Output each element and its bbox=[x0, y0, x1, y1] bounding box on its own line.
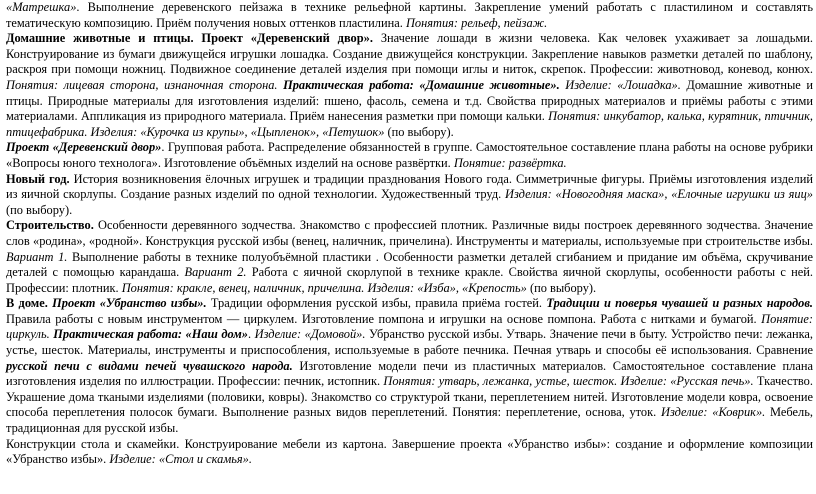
building-concepts: Понятия: кракле, венец, наличник, причелина. Изделия: «Изба», «Крепость» bbox=[121, 280, 527, 295]
building-text: Особенности деревянного зодчества. Знакомство с профессией плотник. Различные виды построек деревянного зодчества. Значение слов «родина», «родной». Конструкция русской избы (венец, наличник, причелина). Инструменты и материалы, используемые при строительстве избы. bbox=[6, 218, 813, 248]
home-item-domovoy: Изделие: «Домовой». bbox=[254, 327, 366, 342]
animals-text: Значение лошади в жизни человека. Как человек ухаживает за лошадьми. Конструирование из бумаги движущейся игрушки лошадка. Создание движущейся конструкции. Закрепление навыков разметки деталей по шаблону, раскроя при помощи ножниц. Подвижное соединение деталей изделия при помощи иглы и ниток, скрепок. Профессии: животновод, коневод, конюх. bbox=[6, 31, 813, 77]
paragraph-furniture bbox=[6, 437, 813, 468]
home-item-rug: Изделие: «Коврик». bbox=[661, 405, 766, 420]
paragraph-project bbox=[6, 140, 813, 171]
paragraph-animals: Домашние животные и птицы. Проект «Деревенский двор». Значение лошади в жизни человека. Как человек ухаживает за лошадьми. Конструирование из бумаги движущейся игрушки лошадка. Создание движущейся конструкции. Закрепление навыков разметки деталей по шаблону, раскроя при помощи ножниц. Подвижное соединение деталей изделия при помощи иглы и ниток, скрепок. Профессии: животновод, коневод, конюх. Понятия: лицевая сторона, изнаночная сторона. Практическая работа: «Домашние животные». Изделие: «Лошадка». Домашние животные и птицы. Природные материалы для изготовления изделий: пшено, фасоль, семена и т.д. Свойства природных материалов и приёмы работы с этими материалами. Аппликация из природного материала. Приём нанесения разметки при помощи кальки. Понятия: инкубатор, калька, курятник, птичник, птицефабрика. Изделия: «Курочка из крупы», «Цыпленок», «Петушок» (по выбору). bbox=[6, 31, 813, 139]
newyear-heading: Новый год. bbox=[6, 171, 70, 186]
animals-practical-work: Практическая работа: «Домашние животные». bbox=[283, 77, 560, 92]
intro-concepts: Понятия: рельеф, пейзаж. bbox=[405, 15, 548, 30]
newyear-text: История возникновения ёлочных игрушек и традиции празднования Нового года. Симметричные фигуры. Приёмы изготовления изделий из яичной скорлупы. Создание разных изделий по одной технологии. Художественный труд. bbox=[6, 171, 813, 202]
paragraph-intro bbox=[6, 0, 813, 31]
newyear-items: Изделия: «Новогодняя маска», «Елочные игрушки из яиц» bbox=[505, 187, 813, 202]
intro-text: . Выполнение деревенского пейзажа в технике рельефной картины. Закрепление умений работать с пластилином и составлять тематическую композицию. Приём получения новых оттенков пластилина. bbox=[6, 0, 813, 30]
building-variant-1: Вариант 1. bbox=[6, 249, 68, 264]
animals-text-2: Домашние животные и птицы. Природные материалы для изготовления изделий: пшено, фасоль, семена и т.д. Свойства природных материалов и приёмы работы с этими материалами. Аппликация из природного материала. Приём нанесения разметки при помощи кальки. bbox=[6, 77, 813, 124]
animals-concepts: Понятия: лицевая сторона, изнаночная сторона. bbox=[6, 77, 278, 92]
furniture-item: Изделие: «Стол и скамья». bbox=[109, 452, 252, 467]
animals-item: Изделие: «Лошадка». bbox=[559, 77, 681, 92]
home-traditions: Традиции и поверья чувашей и разных народов. bbox=[546, 296, 813, 311]
home-stove-comparison: русской печи с видами печей чувашского народа. bbox=[6, 358, 293, 373]
paragraph-building: Строительство. Особенности деревянного зодчества. Знакомство с профессией плотник. Различные виды построек деревянного зодчества. Значение слов «родина», «родной». Конструкция русской избы (венец, наличник, причелина). Инструменты и материалы, используемые при строительстве избы. Вариант 1. Выполнение работы в технике полуобъёмной пластики . Особенности разметки деталей сгибанием и придание им объёма, скручивание деталей с помощью карандаша. Вариант 2. Работа с яичной скорлупой в технике кракле. Свойства яичной скорлупы, особенности работы с ней. Профессии: плотник. Понятия: кракле, венец, наличник, причелина. Изделия: «Изба», «Крепость» (по выбору). bbox=[6, 218, 813, 295]
animals-concepts-2: Понятия: инкубатор, калька, курятник, птичник, птицефабрика. Изделия: «Курочка из крупы», «Цыпленок», «Петушок» bbox=[6, 109, 813, 139]
project-heading: Проект «Деревенский двор» bbox=[6, 140, 162, 155]
project-text: . Групповая работа. Распределение обязанностей в группе. Самостоятельное составление плана работы на основе рубрики «Вопросы юного технолога». Изготовление объёмных изделий на основе развёртки. bbox=[6, 140, 813, 170]
home-practical-work: Практическая работа: «Наш дом» bbox=[53, 327, 248, 342]
furniture-text: Конструкции стола и скамейки. Конструирование мебели из картона. Завершение проекта «Убранство избы»: создание и оформление композиции «Убранство избы». bbox=[6, 436, 813, 467]
paragraph-home: В доме. Проект «Убранство избы». Традиции оформления русской избы, правила приёма гостей. Традиции и поверья чувашей и разных народов. Правила работы с новым инструментом — циркулем. Изготовление помпона и игрушки на основе помпона. Работа с нитками и бумагой. Понятие: циркуль. Практическая работа: «Наш дом». Изделие: «Домовой». Убранство русской избы. Утварь. Значение печи в быту. Устройство печи: лежанка, устье, шесток. Материалы, инструменты и приспособления, используемые в работе печника. Печная утварь и способы её использования. Сравнение русской печи с видами печей чувашского народа. Изготовление модели печи из пластичных материалов. Самостоятельное составление плана изготовления изделия по иллюстрации. Профессии: печник, истопник. Понятия: утварь, лежанка, устье, шесток. Изделие: «Русская печь». Ткачество. Украшение дома ткаными изделиями (половики, ковры). Знакомство со структурой ткани, переплетением нитей. Изготовление модели ковра, освоение способа переплетения полосок бумаги. Выполнение разных видов переплетений. Понятия: переплетение, основа, уток. Изделие: «Коврик». Мебель, традиционная для русской избы. bbox=[6, 296, 814, 436]
building-heading: Строительство. bbox=[6, 218, 94, 233]
project-concepts: Понятие: развёртка. bbox=[453, 155, 567, 170]
home-heading: В доме. bbox=[6, 296, 48, 311]
building-variant-2: Вариант 2. bbox=[184, 265, 247, 280]
paragraph-newyear: Новый год. История возникновения ёлочных игрушек и традиции празднования Нового года. Симметричные фигуры. Приёмы изготовления изделий из яичной скорлупы. Создание разных изделий по одной технологии. Художественный труд. Изделия: «Новогодняя маска», «Елочные игрушки из яиц» (по выбору). bbox=[6, 171, 813, 217]
home-concepts-stove: Понятия: утварь, лежанка, устье, шесток. Изделие: «Русская печь». bbox=[383, 374, 754, 389]
home-project: Проект «Убранство избы». bbox=[52, 296, 207, 311]
intro-title: «Матрешка» bbox=[6, 0, 77, 14]
home-concept-compass: Понятие: циркуль. bbox=[6, 311, 813, 342]
animals-heading: Домашние животные и птицы. Проект «Деревенский двор». bbox=[6, 31, 373, 46]
